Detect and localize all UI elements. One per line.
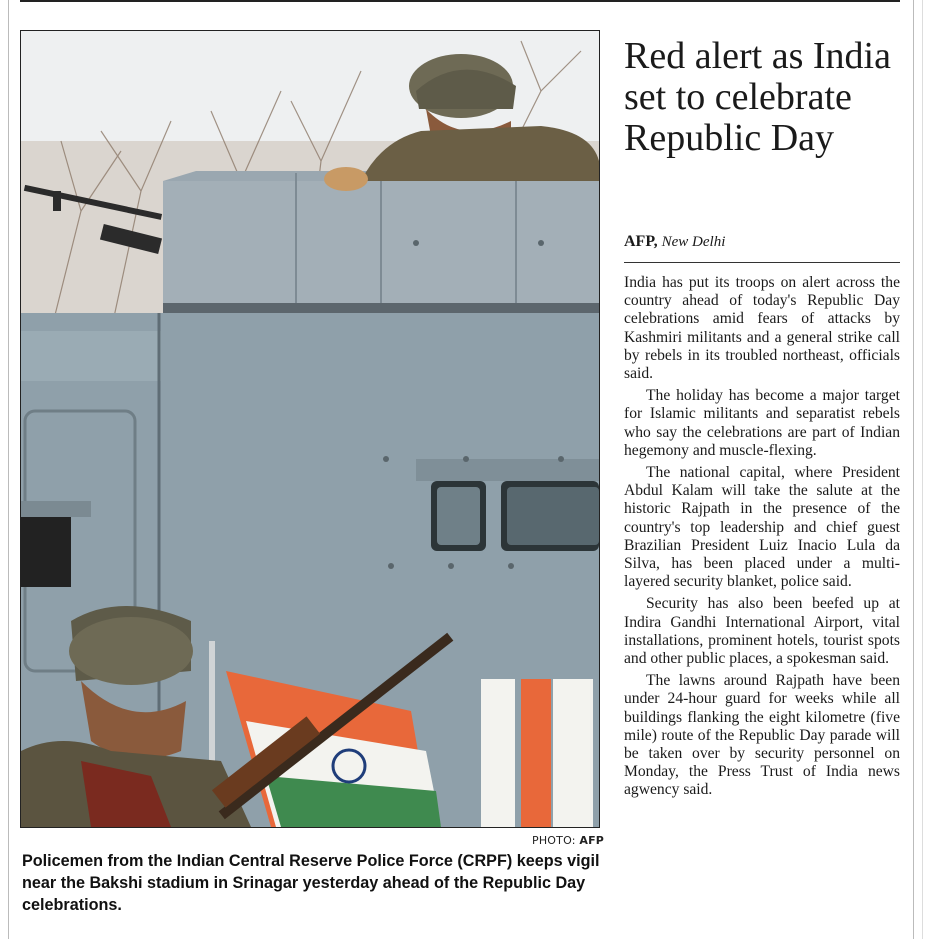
article-body bbox=[624, 274, 900, 804]
article-paragraph: The lawns around Rajpath have been under 24-hour guard for weeks while all buildings flanking the eight kilometre (five mile) route of the Republic Day parade will be taken over by security personnel on Monday, the Press Trust of India news agwency said. bbox=[624, 672, 900, 799]
news-photo bbox=[20, 30, 600, 828]
right-column-rule bbox=[913, 0, 914, 939]
right-edge-rule bbox=[922, 0, 923, 939]
article-paragraph: Security has also been beefed up at Indira Gandhi International Airport, vital installations, prominent hotels, tourist spots and other public places, a spokesman said. bbox=[624, 595, 900, 668]
left-column-rule bbox=[8, 0, 9, 939]
photo-caption: Policemen from the Indian Central Reserve Police Force (CRPF) keeps vigil near the Bakshi stadium in Srinagar yesterday ahead of the Republic Day celebrations. bbox=[22, 852, 600, 914]
article-paragraph: The holiday has become a major target for Islamic militants and separatist rebels who say the celebrations are part of Indian hegemony and muscle-flexing. bbox=[624, 387, 900, 459]
byline-agency: AFP, bbox=[624, 233, 658, 250]
byline-location: New Delhi bbox=[661, 234, 726, 250]
photo-credit bbox=[532, 834, 604, 847]
article-headline: Red alert as India set to celebrate Republic Day bbox=[624, 35, 891, 159]
byline bbox=[624, 233, 725, 251]
article-paragraph: India has put its troops on alert across the country ahead of today's Republic Day celebrations amid fears of attacks by Kashmiri militants and a general strike call by rebels in its troubled northeast, officials said. bbox=[624, 274, 900, 383]
byline-rule bbox=[624, 262, 900, 263]
photo-credit-source: AFP bbox=[579, 834, 605, 847]
top-rule bbox=[20, 0, 900, 2]
article-paragraph: The national capital, where President Abdul Kalam will take the salute at the historic Rajpath in the presence of the country's top leadership and chief guest Brazilian President Luiz Inacio Lula da Silva, has been placed under a multi-layered security blanket, police said. bbox=[624, 464, 900, 591]
photo-credit-label: PHOTO: bbox=[532, 834, 576, 847]
